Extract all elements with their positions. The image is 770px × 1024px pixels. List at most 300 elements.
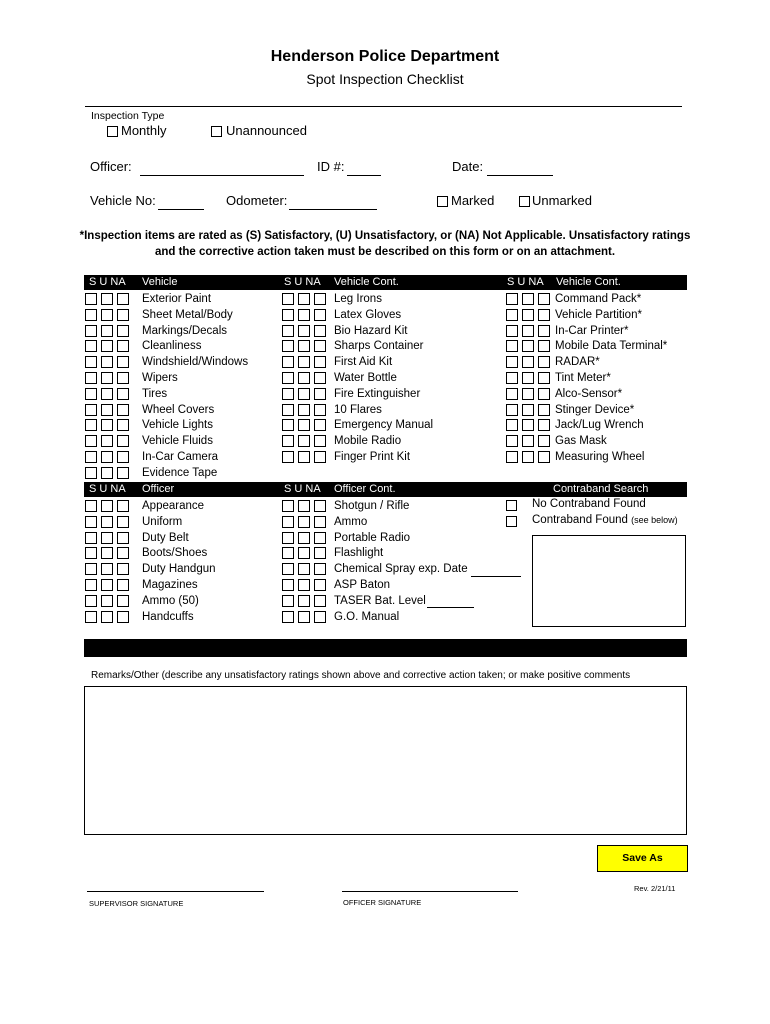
rating-checkboxes — [506, 293, 552, 305]
rating-checkboxes — [85, 451, 131, 463]
rating-s-checkbox[interactable] — [282, 388, 294, 400]
rating-s-checkbox[interactable] — [85, 532, 97, 544]
rating-checkboxes — [282, 372, 328, 384]
rating-checkboxes — [506, 435, 552, 447]
rating-u-checkbox[interactable] — [101, 325, 113, 337]
rating-na-checkbox[interactable] — [538, 451, 550, 463]
rating-u-checkbox[interactable] — [522, 340, 534, 352]
rating-na-checkbox[interactable] — [314, 563, 326, 575]
rating-na-checkbox[interactable] — [117, 372, 129, 384]
rating-na-checkbox[interactable] — [538, 435, 550, 447]
vehicle-cont-item-label: Water Bottle — [334, 372, 397, 384]
rating-checkboxes — [85, 467, 131, 479]
rating-checkboxes — [85, 595, 131, 607]
rating-na-checkbox[interactable] — [314, 579, 326, 591]
rating-checkboxes — [506, 404, 552, 416]
rating-u-checkbox[interactable] — [101, 500, 113, 512]
rating-u-checkbox[interactable] — [298, 532, 310, 544]
rating-u-checkbox[interactable] — [101, 388, 113, 400]
rating-checkboxes — [282, 404, 328, 416]
rating-checkboxes — [85, 356, 131, 368]
rating-u-checkbox[interactable] — [101, 404, 113, 416]
rating-checkboxes — [85, 388, 131, 400]
rating-u-checkbox[interactable] — [298, 563, 310, 575]
vehicle-item-label: Sheet Metal/Body — [142, 308, 233, 321]
rating-na-checkbox[interactable] — [538, 356, 550, 368]
officer-signature-label: OFFICER SIGNATURE — [343, 898, 422, 907]
save-as-button[interactable]: Save As — [597, 845, 688, 872]
officer-label: Officer: — [90, 159, 132, 174]
rating-s-checkbox[interactable] — [282, 516, 294, 528]
rating-u-checkbox[interactable] — [101, 419, 113, 431]
rating-u-checkbox[interactable] — [101, 611, 113, 623]
rating-na-checkbox[interactable] — [538, 388, 550, 400]
rating-s-checkbox[interactable] — [85, 388, 97, 400]
rating-u-checkbox[interactable] — [298, 595, 310, 607]
inspection-type-label: Inspection Type — [91, 110, 165, 122]
date-field[interactable] — [487, 175, 553, 176]
rating-u-checkbox[interactable] — [101, 467, 113, 479]
rating-header-col3: S U NA — [507, 276, 544, 288]
rating-u-checkbox[interactable] — [101, 516, 113, 528]
remarks-label: Remarks/Other (describe any unsatisfactory ratings shown above and corrective action taken; or make positive comments — [91, 670, 631, 681]
vehicle-cont2-item-label: Vehicle Partition* — [555, 308, 642, 321]
rating-na-checkbox[interactable] — [538, 325, 550, 337]
rating-na-checkbox[interactable] — [314, 293, 326, 305]
rating-checkboxes — [282, 532, 328, 544]
rating-s-checkbox[interactable] — [282, 309, 294, 321]
rating-u-checkbox[interactable] — [522, 356, 534, 368]
rating-s-checkbox[interactable] — [85, 563, 97, 575]
rating-s-checkbox[interactable] — [506, 340, 518, 352]
rating-header-col1b: S U NA — [89, 483, 126, 495]
rating-checkboxes — [85, 611, 131, 623]
rating-checkboxes — [85, 579, 131, 591]
vehicle-item-label: Wipers — [142, 372, 178, 384]
rating-s-checkbox[interactable] — [282, 325, 294, 337]
officer-cont-item-label: Portable Radio — [334, 531, 411, 544]
remarks-field[interactable] — [84, 686, 687, 835]
rating-checkboxes — [282, 388, 328, 400]
rating-u-checkbox[interactable] — [101, 293, 113, 305]
vehicle-cont2-item-label: Measuring Wheel — [555, 451, 645, 463]
header-divider — [85, 106, 682, 107]
officer-item-label: Handcuffs — [142, 610, 194, 623]
rating-s-checkbox[interactable] — [282, 435, 294, 447]
rating-header-col1: S U NA — [89, 276, 126, 288]
rating-s-checkbox[interactable] — [282, 451, 294, 463]
section-title-officer-cont: Officer Cont. — [334, 483, 396, 495]
unannounced-checkbox[interactable] — [211, 126, 222, 137]
officer-item-label: Appearance — [142, 500, 205, 512]
rating-u-checkbox[interactable] — [298, 611, 310, 623]
rating-s-checkbox[interactable] — [506, 451, 518, 463]
rating-u-checkbox[interactable] — [298, 325, 310, 337]
section-bar-vehicle — [84, 275, 687, 290]
rating-u-checkbox[interactable] — [101, 435, 113, 447]
rating-s-checkbox[interactable] — [85, 579, 97, 591]
vehicle-cont2-item-label: Gas Mask — [555, 435, 607, 448]
officer-item-label: Magazines — [142, 579, 198, 591]
rating-s-checkbox[interactable] — [506, 309, 518, 321]
rating-na-checkbox[interactable] — [117, 388, 129, 400]
officer-cont-item-label: TASER Bat. Level — [334, 594, 426, 607]
rating-u-checkbox[interactable] — [298, 356, 310, 368]
rating-checkboxes — [506, 419, 552, 431]
id-label: ID #: — [317, 159, 345, 174]
monthly-label: Monthly — [121, 123, 167, 138]
rating-u-checkbox[interactable] — [298, 579, 310, 591]
vehicle-item-label: Exterior Paint — [142, 293, 212, 305]
section-title-contraband: Contraband Search — [553, 483, 649, 495]
vehicle-cont-item-label: Bio Hazard Kit — [334, 324, 408, 337]
rating-checkboxes — [506, 309, 552, 321]
rating-s-checkbox[interactable] — [85, 467, 97, 479]
rating-note-line2: and the corrective action taken must be described on this form or on an attachment. — [154, 246, 616, 258]
rating-u-checkbox[interactable] — [298, 309, 310, 321]
odometer-label: Odometer: — [226, 193, 288, 208]
vehicle-cont-item-label: First Aid Kit — [334, 356, 393, 369]
rating-s-checkbox[interactable] — [85, 293, 97, 305]
vehicle-item-label: In-Car Camera — [142, 451, 219, 463]
vehicle-item-label: Markings/Decals — [142, 324, 227, 337]
vehicle-cont-item-label: Leg Irons — [334, 293, 382, 305]
rating-s-checkbox[interactable] — [85, 451, 97, 463]
rating-u-checkbox[interactable] — [522, 372, 534, 384]
rating-na-checkbox[interactable] — [538, 419, 550, 431]
vehicle-cont2-item-label: In-Car Printer* — [555, 324, 629, 337]
rating-checkboxes — [85, 372, 131, 384]
rating-u-checkbox[interactable] — [298, 547, 310, 559]
rating-u-checkbox[interactable] — [101, 595, 113, 607]
rating-checkboxes — [85, 404, 131, 416]
rating-na-checkbox[interactable] — [314, 435, 326, 447]
rating-s-checkbox[interactable] — [282, 340, 294, 352]
rating-s-checkbox[interactable] — [282, 404, 294, 416]
rating-u-checkbox[interactable] — [101, 356, 113, 368]
rating-checkboxes — [282, 563, 328, 575]
rating-s-checkbox[interactable] — [282, 579, 294, 591]
rating-s-checkbox[interactable] — [85, 325, 97, 337]
rating-na-checkbox[interactable] — [117, 467, 129, 479]
rating-na-checkbox[interactable] — [538, 372, 550, 384]
rating-s-checkbox[interactable] — [282, 611, 294, 623]
rating-s-checkbox[interactable] — [282, 595, 294, 607]
rating-s-checkbox[interactable] — [282, 356, 294, 368]
rating-s-checkbox[interactable] — [506, 356, 518, 368]
rating-checkboxes — [85, 547, 131, 559]
vehicle-item-label: Evidence Tape — [142, 466, 218, 479]
rating-checkboxes — [282, 579, 328, 591]
rating-checkboxes — [85, 325, 131, 337]
rating-na-checkbox[interactable] — [117, 309, 129, 321]
taser-level-field[interactable] — [427, 607, 474, 608]
rating-checkboxes — [282, 309, 328, 321]
rating-s-checkbox[interactable] — [282, 293, 294, 305]
rating-checkboxes — [85, 309, 131, 321]
rating-checkboxes — [85, 435, 131, 447]
rating-na-checkbox[interactable] — [538, 404, 550, 416]
rating-checkboxes — [282, 516, 328, 528]
rating-na-checkbox[interactable] — [117, 500, 129, 512]
rating-na-checkbox[interactable] — [314, 451, 326, 463]
rating-header-col2b: S U NA — [284, 483, 321, 495]
rating-checkboxes — [506, 372, 552, 384]
rating-na-checkbox[interactable] — [314, 404, 326, 416]
rating-s-checkbox[interactable] — [85, 595, 97, 607]
rating-na-checkbox[interactable] — [314, 388, 326, 400]
section-bar-bottom — [84, 639, 687, 657]
rating-u-checkbox[interactable] — [101, 309, 113, 321]
rating-u-checkbox[interactable] — [522, 293, 534, 305]
rating-u-checkbox[interactable] — [101, 340, 113, 352]
contraband-found-label — [532, 514, 678, 526]
rating-na-checkbox[interactable] — [314, 356, 326, 368]
vehicle-item-label: Windshield/Windows — [142, 356, 249, 369]
vehicle-no-field[interactable] — [158, 209, 204, 210]
rating-na-checkbox[interactable] — [117, 532, 129, 544]
rating-checkboxes — [282, 595, 328, 607]
rating-s-checkbox[interactable] — [85, 611, 97, 623]
officer-cont-item-label: ASP Baton — [334, 579, 391, 591]
rating-u-checkbox[interactable] — [101, 547, 113, 559]
rating-na-checkbox[interactable] — [314, 547, 326, 559]
rating-checkboxes — [506, 451, 552, 463]
rating-checkboxes — [282, 500, 328, 512]
section-title-vehicle-cont2: Vehicle Cont. — [556, 276, 621, 288]
rating-na-checkbox[interactable] — [117, 611, 129, 623]
rating-s-checkbox[interactable] — [85, 309, 97, 321]
rating-u-checkbox[interactable] — [101, 532, 113, 544]
rating-s-checkbox[interactable] — [506, 372, 518, 384]
section-title-officer: Officer — [142, 483, 175, 495]
rating-header-col2: S U NA — [284, 276, 321, 288]
rating-checkboxes — [85, 532, 131, 544]
rating-s-checkbox[interactable] — [85, 356, 97, 368]
rating-checkboxes — [85, 340, 131, 352]
rating-u-checkbox[interactable] — [522, 435, 534, 447]
rating-checkboxes — [282, 356, 328, 368]
rating-checkboxes — [282, 293, 328, 305]
vehicle-no-label: Vehicle No: — [90, 193, 156, 208]
unmarked-checkbox[interactable] — [519, 196, 530, 207]
rating-na-checkbox[interactable] — [314, 372, 326, 384]
marked-label: Marked — [451, 193, 495, 208]
rating-s-checkbox[interactable] — [506, 419, 518, 431]
rating-s-checkbox[interactable] — [85, 435, 97, 447]
rating-u-checkbox[interactable] — [298, 340, 310, 352]
section-title-vehicle: Vehicle — [142, 276, 178, 288]
rating-s-checkbox[interactable] — [282, 547, 294, 559]
page-title: Henderson Police Department — [270, 48, 500, 65]
vehicle-cont-item-label: 10 Flares — [334, 403, 382, 416]
rating-checkboxes — [85, 419, 131, 431]
rating-na-checkbox[interactable] — [117, 579, 129, 591]
rating-s-checkbox[interactable] — [506, 388, 518, 400]
rating-u-checkbox[interactable] — [298, 293, 310, 305]
odometer-field[interactable] — [289, 209, 377, 210]
officer-cont-item-label: Chemical Spray exp. Date — [334, 563, 468, 576]
vehicle-item-label: Vehicle Lights — [142, 419, 213, 432]
rating-u-checkbox[interactable] — [101, 451, 113, 463]
rating-u-checkbox[interactable] — [298, 372, 310, 384]
vehicle-cont-item-label: Finger Print Kit — [334, 451, 411, 463]
rating-s-checkbox[interactable] — [506, 404, 518, 416]
rating-u-checkbox[interactable] — [298, 404, 310, 416]
rating-na-checkbox[interactable] — [117, 516, 129, 528]
rating-s-checkbox[interactable] — [85, 516, 97, 528]
rating-s-checkbox[interactable] — [85, 372, 97, 384]
officer-cont-item-label: Ammo — [334, 515, 368, 528]
rating-checkboxes — [282, 451, 328, 463]
contraband-details-box[interactable] — [532, 535, 686, 627]
rating-checkboxes — [282, 611, 328, 623]
rating-s-checkbox[interactable] — [282, 532, 294, 544]
officer-item-label: Boots/Shoes — [142, 547, 208, 560]
vehicle-cont-item-label: Fire Extinguisher — [334, 387, 421, 400]
page-subtitle: Spot Inspection Checklist — [306, 71, 464, 87]
vehicle-item-label: Cleanliness — [142, 340, 202, 353]
no-contraband-checkbox[interactable] — [506, 500, 517, 511]
rating-na-checkbox[interactable] — [117, 563, 129, 575]
rating-na-checkbox[interactable] — [117, 595, 129, 607]
unannounced-label: Unannounced — [226, 123, 307, 138]
contraband-found-note: (see below) — [631, 515, 678, 525]
vehicle-cont2-item-label: Command Pack* — [555, 293, 642, 305]
rating-checkboxes — [85, 500, 131, 512]
rating-s-checkbox[interactable] — [506, 325, 518, 337]
rating-s-checkbox[interactable] — [85, 500, 97, 512]
rating-u-checkbox[interactable] — [298, 516, 310, 528]
vehicle-item-label: Wheel Covers — [142, 403, 215, 416]
rating-s-checkbox[interactable] — [282, 563, 294, 575]
vehicle-cont-item-label: Sharps Container — [334, 340, 424, 353]
revision-text: Rev. 2/21/11 — [634, 884, 676, 893]
rating-u-checkbox[interactable] — [298, 435, 310, 447]
rating-u-checkbox[interactable] — [101, 579, 113, 591]
rating-checkboxes — [85, 563, 131, 575]
rating-s-checkbox[interactable] — [282, 419, 294, 431]
rating-s-checkbox[interactable] — [506, 293, 518, 305]
rating-na-checkbox[interactable] — [314, 325, 326, 337]
no-contraband-label: No Contraband Found — [532, 498, 646, 510]
vehicle-cont2-item-label: Jack/Lug Wrench — [555, 419, 644, 432]
rating-checkboxes — [85, 293, 131, 305]
rating-na-checkbox[interactable] — [314, 595, 326, 607]
rating-u-checkbox[interactable] — [522, 404, 534, 416]
monthly-checkbox[interactable] — [107, 126, 118, 137]
officer-item-label: Ammo (50) — [142, 594, 199, 607]
vehicle-cont2-item-label: Mobile Data Terminal* — [555, 340, 668, 353]
rating-s-checkbox[interactable] — [506, 435, 518, 447]
rating-na-checkbox[interactable] — [538, 340, 550, 352]
officer-item-label: Duty Handgun — [142, 563, 216, 576]
rating-checkboxes — [282, 547, 328, 559]
vehicle-cont-item-label: Latex Gloves — [334, 308, 402, 321]
rating-u-checkbox[interactable] — [522, 309, 534, 321]
rating-na-checkbox[interactable] — [538, 293, 550, 305]
rating-na-checkbox[interactable] — [117, 340, 129, 352]
vehicle-cont-item-label: Mobile Radio — [334, 435, 402, 448]
rating-na-checkbox[interactable] — [314, 500, 326, 512]
rating-na-checkbox[interactable] — [117, 404, 129, 416]
rating-na-checkbox[interactable] — [117, 325, 129, 337]
chemical-spray-date-field[interactable] — [471, 576, 521, 577]
rating-u-checkbox[interactable] — [522, 325, 534, 337]
rating-s-checkbox[interactable] — [85, 340, 97, 352]
officer-cont-item-label: G.O. Manual — [334, 610, 400, 623]
unmarked-label: Unmarked — [532, 193, 592, 208]
vehicle-item-label: Vehicle Fluids — [142, 435, 213, 448]
rating-s-checkbox[interactable] — [85, 547, 97, 559]
contraband-found-text: Contraband Found — [532, 514, 628, 526]
officer-item-label: Duty Belt — [142, 531, 189, 544]
officer-cont-item-label: Flashlight — [334, 547, 384, 560]
rating-u-checkbox[interactable] — [101, 563, 113, 575]
rating-na-checkbox[interactable] — [314, 611, 326, 623]
vehicle-cont2-item-label: Stinger Device* — [555, 403, 635, 416]
rating-checkboxes — [282, 419, 328, 431]
supervisor-signature-line[interactable] — [87, 891, 264, 892]
rating-s-checkbox[interactable] — [282, 372, 294, 384]
section-title-vehicle-cont: Vehicle Cont. — [334, 276, 399, 288]
rating-u-checkbox[interactable] — [298, 451, 310, 463]
rating-na-checkbox[interactable] — [314, 516, 326, 528]
supervisor-signature-label: SUPERVISOR SIGNATURE — [89, 899, 184, 908]
rating-checkboxes — [85, 516, 131, 528]
rating-na-checkbox[interactable] — [314, 532, 326, 544]
rating-u-checkbox[interactable] — [298, 500, 310, 512]
rating-note — [0, 228, 770, 260]
date-label: Date: — [452, 159, 484, 174]
rating-na-checkbox[interactable] — [117, 451, 129, 463]
vehicle-cont2-item-label: RADAR* — [555, 356, 600, 369]
marked-checkbox[interactable] — [437, 196, 448, 207]
rating-na-checkbox[interactable] — [538, 309, 550, 321]
rating-na-checkbox[interactable] — [117, 547, 129, 559]
rating-u-checkbox[interactable] — [522, 451, 534, 463]
rating-na-checkbox[interactable] — [314, 309, 326, 321]
officer-item-label: Uniform — [142, 515, 183, 528]
id-field[interactable] — [347, 175, 381, 176]
contraband-found-checkbox[interactable] — [506, 516, 517, 527]
rating-u-checkbox[interactable] — [522, 388, 534, 400]
rating-na-checkbox[interactable] — [117, 419, 129, 431]
rating-u-checkbox[interactable] — [298, 419, 310, 431]
rating-s-checkbox[interactable] — [282, 500, 294, 512]
rating-na-checkbox[interactable] — [117, 435, 129, 447]
rating-u-checkbox[interactable] — [298, 388, 310, 400]
vehicle-cont2-item-label: Alco-Sensor* — [555, 387, 623, 400]
rating-na-checkbox[interactable] — [314, 419, 326, 431]
rating-checkboxes — [282, 325, 328, 337]
rating-s-checkbox[interactable] — [85, 419, 97, 431]
rating-u-checkbox[interactable] — [101, 372, 113, 384]
rating-na-checkbox[interactable] — [117, 356, 129, 368]
vehicle-cont-item-label: Emergency Manual — [334, 419, 434, 432]
rating-na-checkbox[interactable] — [314, 340, 326, 352]
officer-signature-line[interactable] — [342, 891, 518, 892]
rating-na-checkbox[interactable] — [117, 293, 129, 305]
vehicle-item-label: Tires — [142, 387, 168, 400]
rating-checkboxes — [506, 340, 552, 352]
section-bar-officer — [84, 482, 687, 497]
rating-checkboxes — [506, 356, 552, 368]
rating-checkboxes — [282, 435, 328, 447]
rating-u-checkbox[interactable] — [522, 419, 534, 431]
officer-field[interactable] — [140, 175, 304, 176]
rating-s-checkbox[interactable] — [85, 404, 97, 416]
